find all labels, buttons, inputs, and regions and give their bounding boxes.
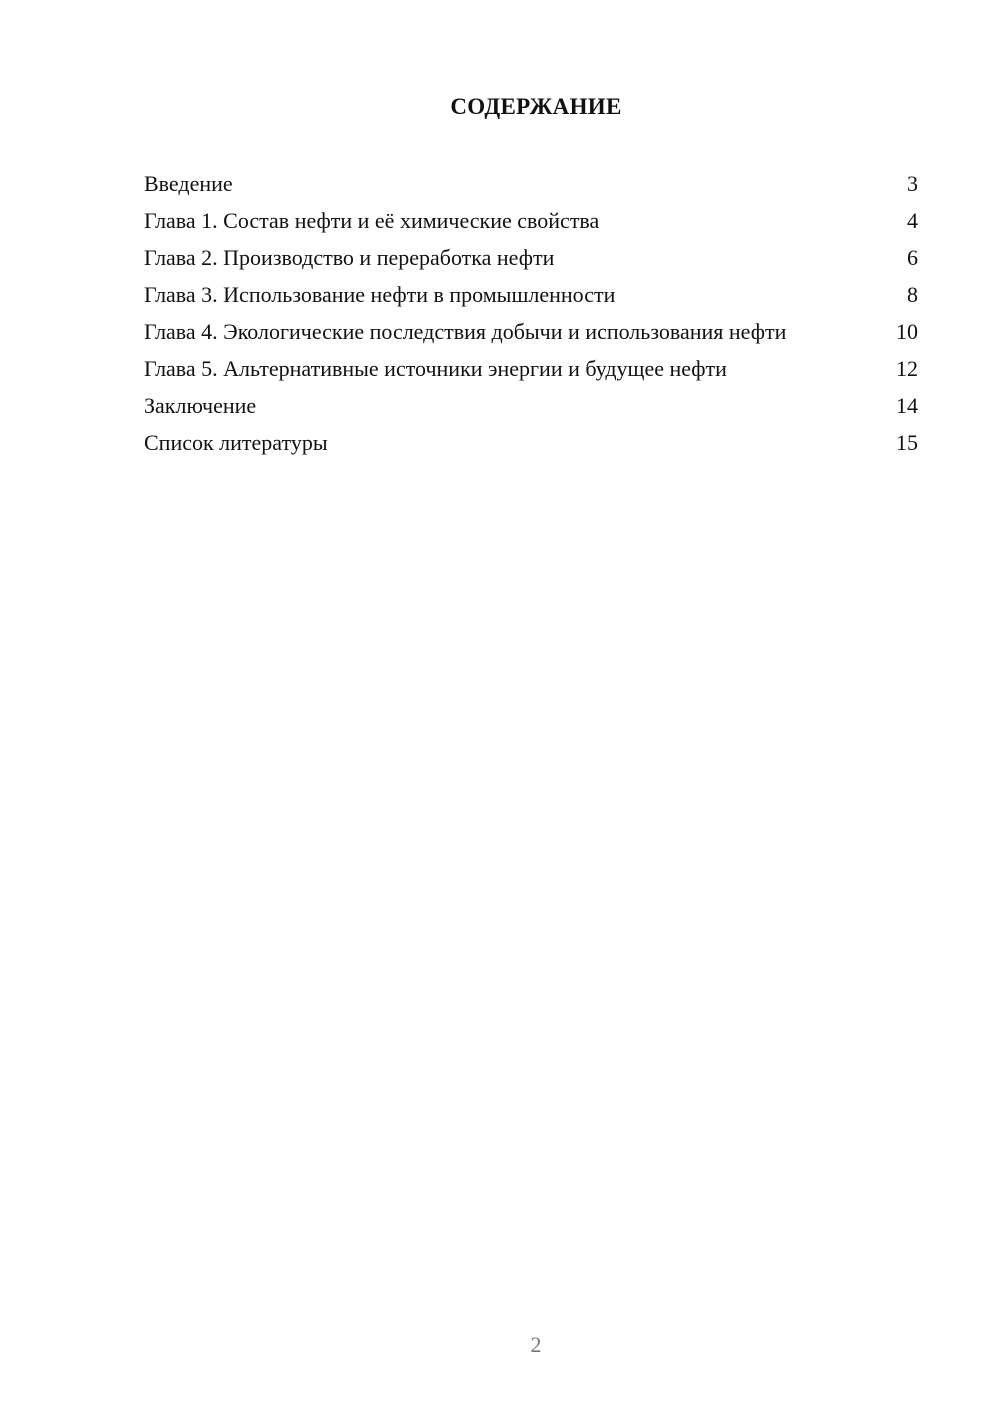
toc-entry-label: Глава 4. Экологические последствия добычи и использования нефти	[144, 319, 787, 344]
toc-entry-page: 12	[896, 356, 918, 381]
toc-entry-chapter-2	[144, 244, 918, 271]
toc-entry-page: 14	[896, 393, 918, 418]
toc-entry-label: Глава 1. Состав нефти и её химические свойства	[144, 208, 600, 233]
toc-entry-label: Введение	[144, 171, 233, 196]
page-title: СОДЕРЖАНИЕ	[450, 94, 622, 119]
toc-entry-chapter-5	[144, 355, 918, 382]
toc-entry-label: Глава 3. Использование нефти в промышленности	[144, 282, 616, 307]
toc-entry-label: Глава 5. Альтернативные источники энергии и будущее нефти	[144, 356, 727, 381]
page-number: 2	[530, 1332, 542, 1357]
toc-entry-label: Список литературы	[144, 430, 328, 455]
toc-entry-introduction	[144, 170, 918, 197]
toc-entry-label: Глава 2. Производство и переработка нефти	[144, 245, 555, 270]
toc-entry-page: 4	[907, 208, 918, 233]
toc-entry-page: 3	[907, 171, 918, 196]
toc-entry-page: 8	[907, 282, 918, 307]
toc-entry-page: 10	[896, 319, 918, 344]
table-of-contents	[144, 170, 918, 466]
toc-entry-bibliography	[144, 429, 918, 456]
toc-entry-chapter-3	[144, 281, 918, 308]
toc-entry-chapter-1	[144, 207, 918, 234]
toc-entry-page: 6	[907, 245, 918, 270]
toc-entry-label: Заключение	[144, 393, 257, 418]
toc-entry-conclusion	[144, 392, 918, 419]
toc-entry-chapter-4	[144, 318, 918, 345]
toc-entry-page: 15	[896, 430, 918, 455]
